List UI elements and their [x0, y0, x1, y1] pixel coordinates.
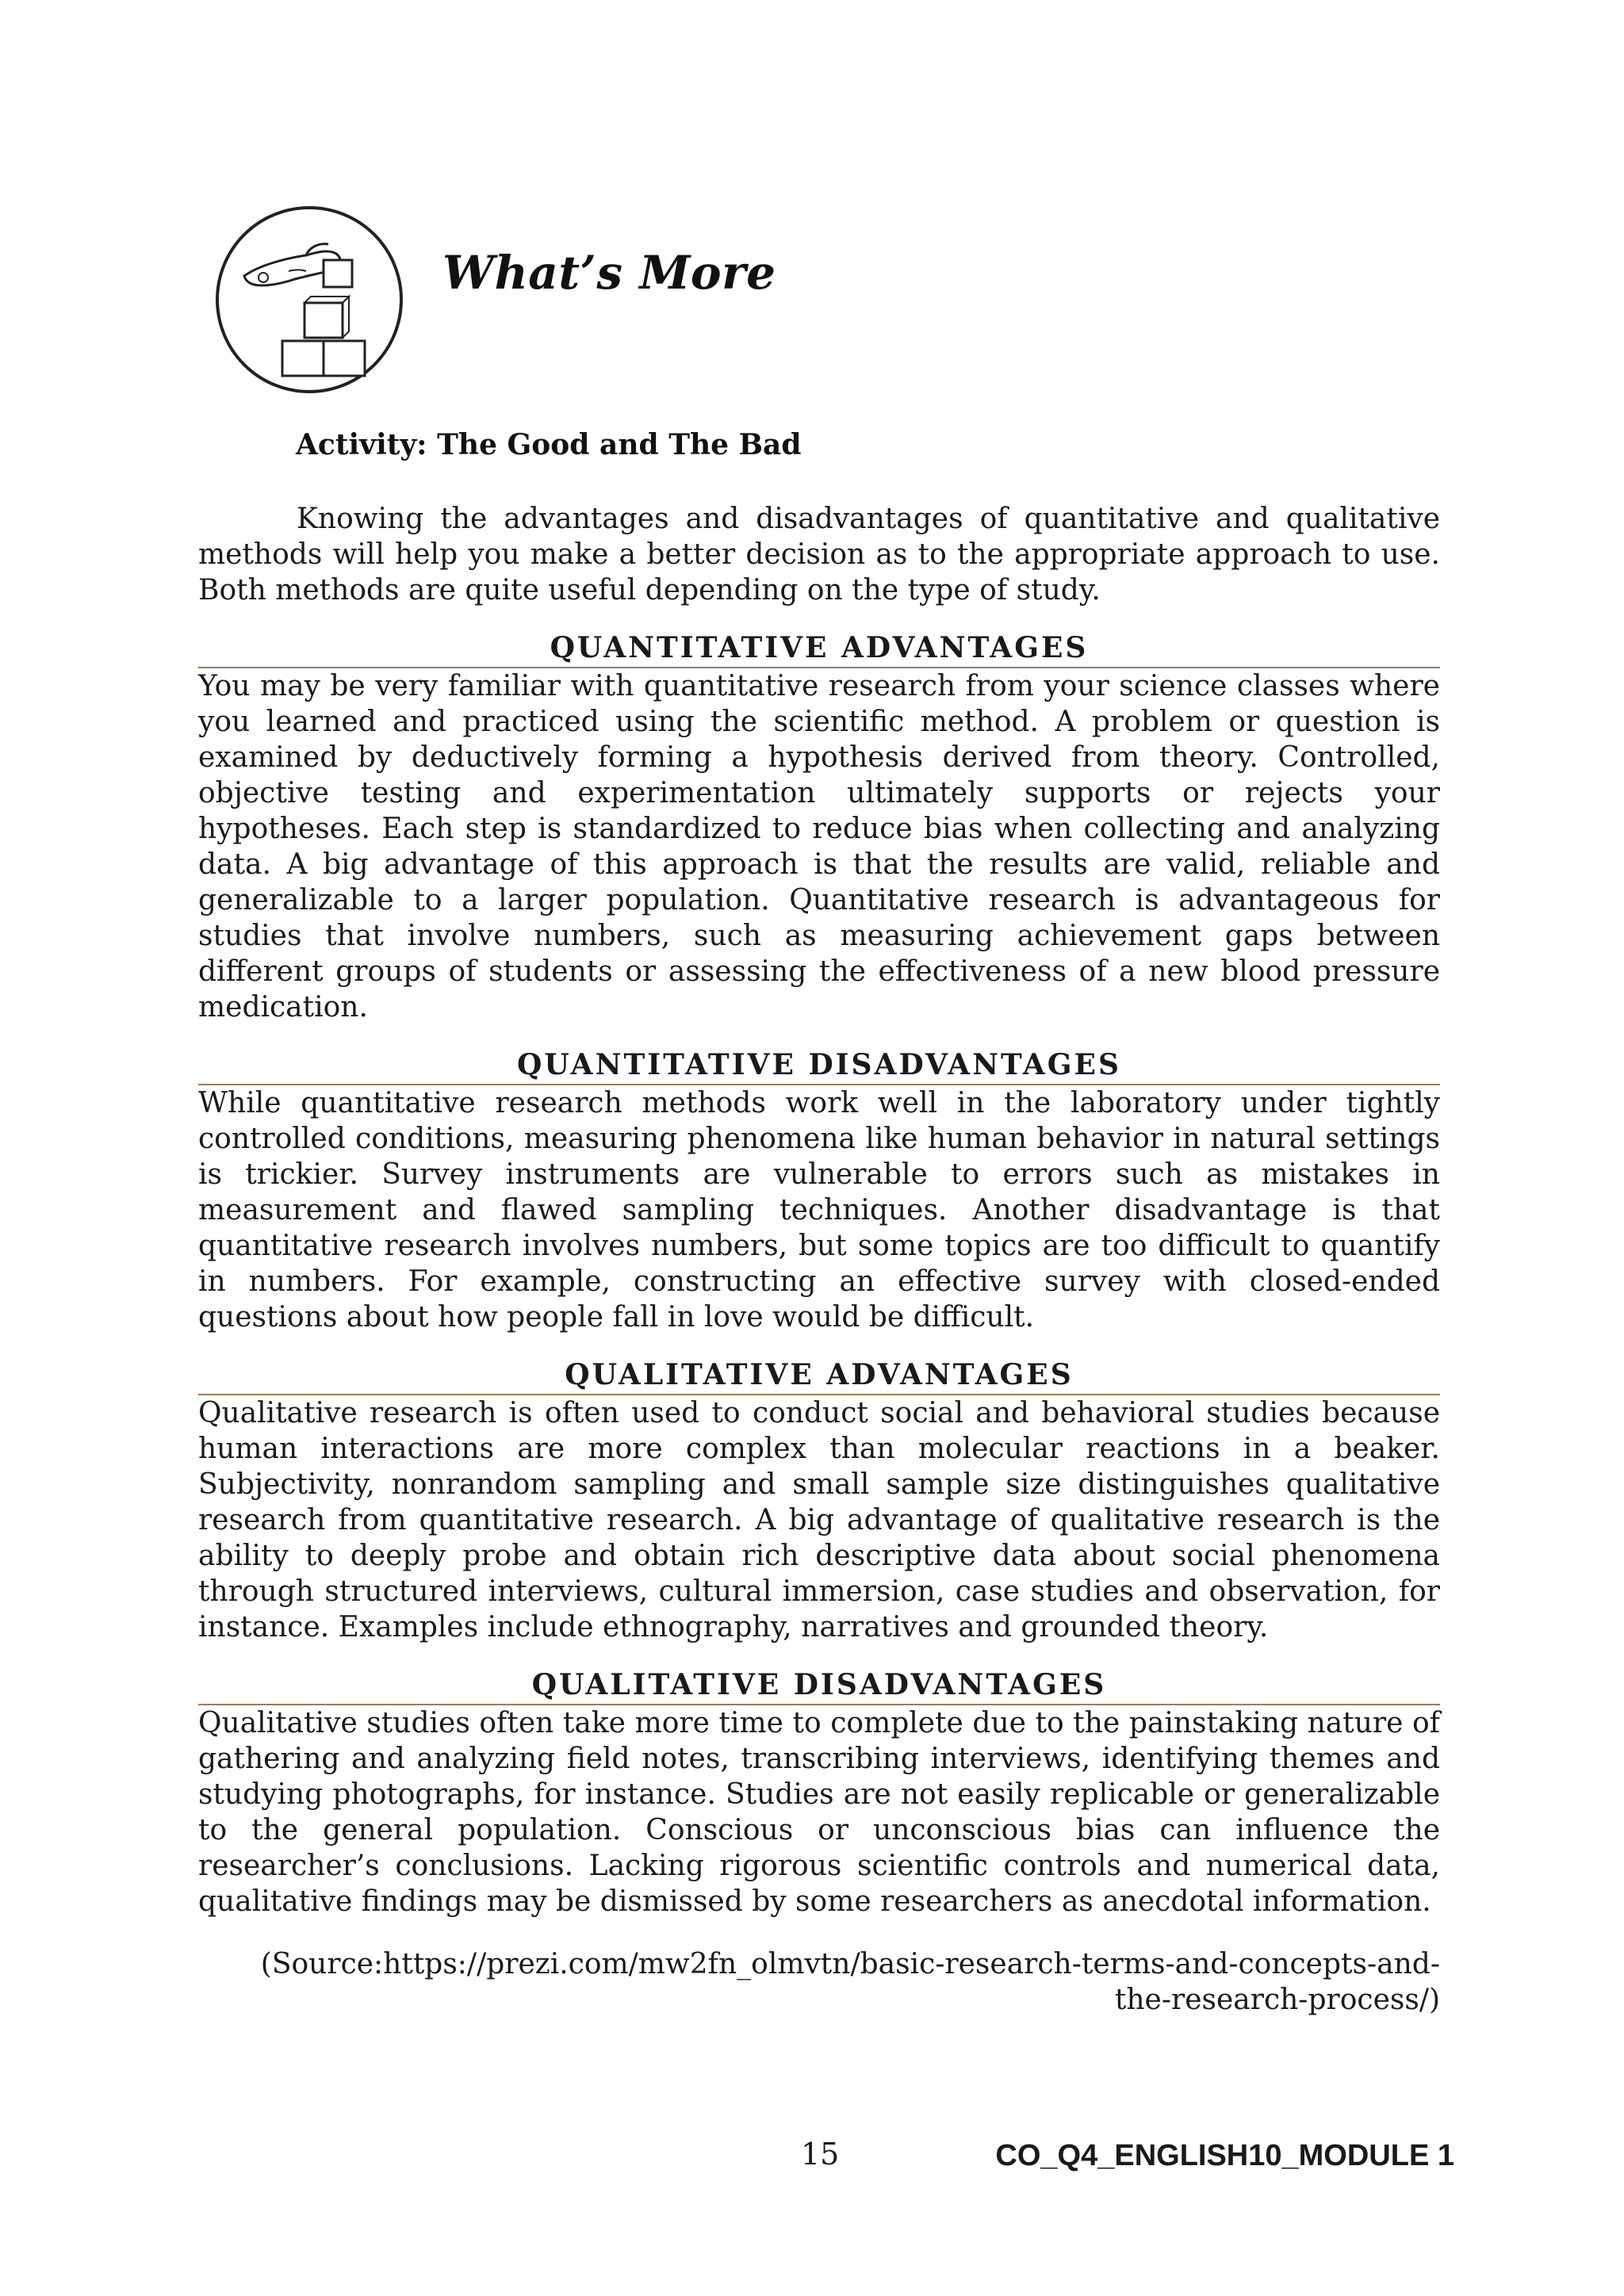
section-quantitative-disadvantages [198, 1047, 1440, 1335]
section-qualitative-advantages [198, 1357, 1440, 1645]
section-body: While quantitative research methods work well in the laboratory under tightly controlled conditions, measuring phenomena like human behavior in natural settings is trickier. Survey instruments are vulnerable to errors such as mistakes in measurement and flawed sampling techniques. Another disadvantage is that quantitative research involves numbers, but some topics are too difficult to quantify in numbers. For example, constructing an effective survey with closed-ended questions about how people fall in love would be difficult. [198, 1087, 1440, 1334]
section-heading: QUALITATIVE ADVANTAGES [198, 1357, 1440, 1395]
source-citation: (Source:https://prezi.com/mw2fn_olmvtn/basic-research-terms-and-concepts-and-the-research-process/) [260, 1948, 1440, 2016]
section-body: Qualitative studies often take more time to complete due to the painstaking nature of gathering and analyzing field notes, transcribing interviews, identifying themes and studying photographs, for instance. Studies are not easily replicable or generalizable to the general population. Conscious or unconscious bias can influence the researcher’s conclusions. Lacking rigorous scientific controls and numerical data, qualitative findings may be dismissed by some researchers as anecdotal information. [198, 1707, 1440, 1918]
section-body: Qualitative research is often used to conduct social and behavioral studies because human interactions are more complex than molecular reactions in a beaker. Subjectivity, nonrandom sampling and small sample size distinguishes qualitative research from quantitative research. A big advantage of qualitative research is the ability to deeply probe and obtain rich descriptive data about social phenomena through structured interviews, cultural immersion, case studies and observation, for instance. Examples include ethnography, narratives and grounded theory. [198, 1397, 1440, 1644]
module-code: CO_Q4_ENGLISH10_MODULE 1 [995, 2139, 1454, 2172]
content [198, 501, 1440, 2046]
section-heading: QUANTITATIVE DISADVANTAGES [198, 1047, 1440, 1085]
intro-paragraph: Knowing the advantages and disadvantages of quantitative and qualitative methods will help you make a better decision as to the appropriate approach to use. Both methods are quite useful depending on the type of study. [198, 503, 1440, 607]
section-quantitative-advantages [198, 630, 1440, 1025]
page-title: What’s More [442, 246, 776, 300]
section-body: You may be very familiar with quantitative research from your science classes where you learned and practiced using the scientific method. A problem or question is examined by deductively forming a hypothesis derived from theory. Controlled, objective testing and experimentation ultimately supports or rejects your hypotheses. Each step is standardized to reduce bias when collecting and analyzing data. A big advantage of this approach is that the results are valid, reliable and generalizable to a larger population. Quantitative research is advantageous for studies that involve numbers, such as measuring achievement gaps between different groups of students or assessing the effectiveness of a new blood pressure medication. [198, 670, 1440, 1024]
section-qualitative-disadvantages [198, 1667, 1440, 1919]
hands-stacking-blocks-icon [213, 203, 406, 396]
page-number: 15 [801, 2137, 840, 2172]
section-heading: QUANTITATIVE ADVANTAGES [198, 630, 1440, 668]
activity-title: Activity: The Good and The Bad [296, 428, 802, 461]
section-heading: QUALITATIVE DISADVANTAGES [198, 1667, 1440, 1705]
